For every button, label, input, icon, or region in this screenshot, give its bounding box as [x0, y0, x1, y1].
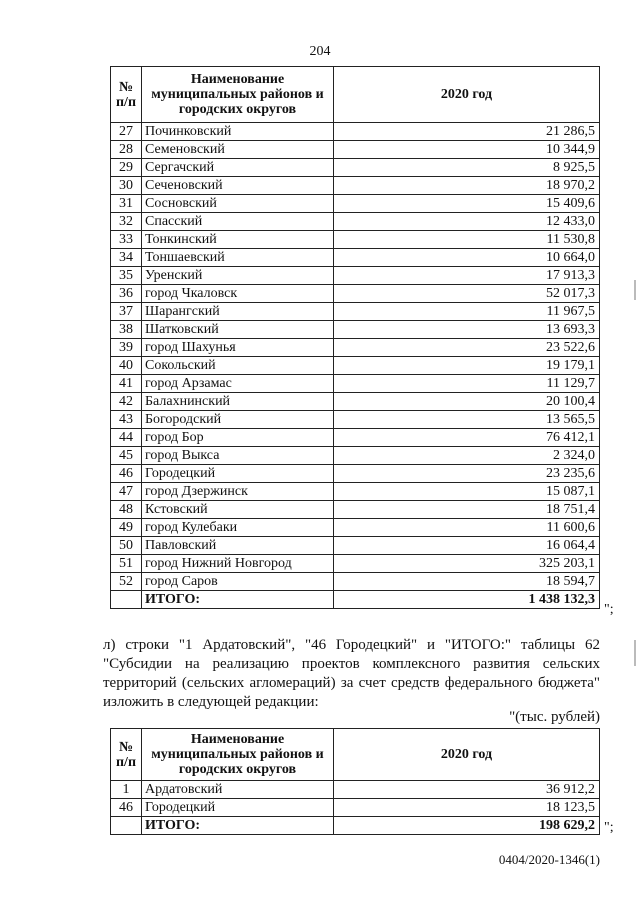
row-value: 12 433,0 [334, 213, 600, 231]
row-value: 19 179,1 [334, 357, 600, 375]
row-value: 18 970,2 [334, 177, 600, 195]
total-row [111, 817, 600, 835]
total-row [111, 591, 600, 609]
municipality-name: Богородский [142, 411, 334, 429]
table-row [111, 159, 600, 177]
amendment-paragraph: л) строки "1 Ардатовский", "46 Городецкий" и "ИТОГО:" таблицы 62 "Субсидии на реализацию проектов комплексного развития сельских территорий (сельских агломераций) за счет средств федерального бюджета" изложить в следующей редакции: [103, 637, 600, 710]
row-number: 29 [111, 159, 142, 177]
municipality-name: город Дзержинск [142, 483, 334, 501]
table-row [111, 303, 600, 321]
row-value: 18 594,7 [334, 573, 600, 591]
row-number: 42 [111, 393, 142, 411]
total-value: 1 438 132,3 [334, 591, 600, 609]
scan-edge-mark [634, 280, 636, 300]
row-value: 18 751,4 [334, 501, 600, 519]
table-row [111, 177, 600, 195]
row-number: 28 [111, 141, 142, 159]
table-row [111, 447, 600, 465]
row-number: 30 [111, 177, 142, 195]
row-number: 1 [111, 781, 142, 799]
table-row [111, 501, 600, 519]
table-row [111, 465, 600, 483]
municipality-name: Ардатовский [142, 781, 334, 799]
row-number: 48 [111, 501, 142, 519]
row-number: 41 [111, 375, 142, 393]
header-year: 2020 год [334, 67, 600, 123]
row-value: 325 203,1 [334, 555, 600, 573]
row-value: 52 017,3 [334, 285, 600, 303]
row-number: 32 [111, 213, 142, 231]
row-value: 11 967,5 [334, 303, 600, 321]
row-number: 37 [111, 303, 142, 321]
row-number: 47 [111, 483, 142, 501]
municipality-name: город Арзамас [142, 375, 334, 393]
units-label: "(тыс. рублей) [509, 709, 600, 725]
header-name: Наименование муниципальных районов и городских округов [142, 67, 334, 123]
row-value: 36 912,2 [334, 781, 600, 799]
municipality-name: Тонкинский [142, 231, 334, 249]
row-value: 16 064,4 [334, 537, 600, 555]
table-row [111, 267, 600, 285]
municipality-name: город Кулебаки [142, 519, 334, 537]
document-code: 0404/2020-1346(1) [498, 852, 600, 867]
total-label: ИТОГО: [142, 591, 334, 609]
table-row [111, 375, 600, 393]
table-row [111, 393, 600, 411]
table-row [111, 537, 600, 555]
table1-closing-quote: "; [604, 602, 614, 617]
row-value: 76 412,1 [334, 429, 600, 447]
municipality-name: Тоншаевский [142, 249, 334, 267]
municipality-name: Балахнинский [142, 393, 334, 411]
table-row [111, 555, 600, 573]
municipality-name: Сергачский [142, 159, 334, 177]
municipality-name: Шатковский [142, 321, 334, 339]
row-value: 21 286,5 [334, 123, 600, 141]
table-row [111, 285, 600, 303]
row-value: 23 235,6 [334, 465, 600, 483]
municipality-name: Городецкий [142, 465, 334, 483]
row-value: 8 925,5 [334, 159, 600, 177]
row-number: 35 [111, 267, 142, 285]
table-row [111, 519, 600, 537]
table-row [111, 799, 600, 817]
table-row [111, 429, 600, 447]
row-number: 51 [111, 555, 142, 573]
row-value: 11 129,7 [334, 375, 600, 393]
municipality-name: Шарангский [142, 303, 334, 321]
municipality-name: Сеченовский [142, 177, 334, 195]
municipality-name: город Чкаловск [142, 285, 334, 303]
row-number: 45 [111, 447, 142, 465]
table-row [111, 339, 600, 357]
row-number: 33 [111, 231, 142, 249]
row-value: 11 600,6 [334, 519, 600, 537]
total-num-cell [111, 817, 142, 835]
row-value: 13 693,3 [334, 321, 600, 339]
scan-edge-mark [634, 640, 636, 666]
row-number: 31 [111, 195, 142, 213]
row-value: 2 324,0 [334, 447, 600, 465]
table-row [111, 573, 600, 591]
table-row [111, 249, 600, 267]
municipality-name: Уренский [142, 267, 334, 285]
municipality-name: Сосновский [142, 195, 334, 213]
municipality-name: город Шахунья [142, 339, 334, 357]
row-value: 11 530,8 [334, 231, 600, 249]
table-row [111, 483, 600, 501]
municipality-name: Починковский [142, 123, 334, 141]
row-number: 39 [111, 339, 142, 357]
row-value: 23 522,6 [334, 339, 600, 357]
table-row [111, 213, 600, 231]
row-number: 49 [111, 519, 142, 537]
table-row [111, 231, 600, 249]
table-row [111, 411, 600, 429]
total-num-cell [111, 591, 142, 609]
row-number: 52 [111, 573, 142, 591]
row-value: 13 565,5 [334, 411, 600, 429]
subsidy-table-rural [110, 728, 600, 835]
row-number: 44 [111, 429, 142, 447]
row-number: 50 [111, 537, 142, 555]
table-row [111, 123, 600, 141]
header-name: Наименование муниципальных районов и городских округов [142, 729, 334, 781]
municipality-name: Спасский [142, 213, 334, 231]
row-number: 46 [111, 465, 142, 483]
row-value: 10 664,0 [334, 249, 600, 267]
table1-body [111, 123, 600, 609]
total-label: ИТОГО: [142, 817, 334, 835]
municipality-name: Сокольский [142, 357, 334, 375]
table-row [111, 195, 600, 213]
header-num: № п/п [111, 729, 142, 781]
row-number: 34 [111, 249, 142, 267]
row-value: 20 100,4 [334, 393, 600, 411]
row-value: 15 087,1 [334, 483, 600, 501]
municipality-name: Павловский [142, 537, 334, 555]
row-value: 10 344,9 [334, 141, 600, 159]
table2-closing-quote: "; [604, 820, 614, 835]
municipality-name: город Бор [142, 429, 334, 447]
row-value: 18 123,5 [334, 799, 600, 817]
municipality-name: Семеновский [142, 141, 334, 159]
table-row [111, 781, 600, 799]
row-number: 27 [111, 123, 142, 141]
row-value: 17 913,3 [334, 267, 600, 285]
table-row [111, 321, 600, 339]
row-number: 40 [111, 357, 142, 375]
municipality-name: город Нижний Новгород [142, 555, 334, 573]
municipality-name: город Выкса [142, 447, 334, 465]
page-number: 204 [309, 44, 331, 59]
row-number: 38 [111, 321, 142, 339]
row-value: 15 409,6 [334, 195, 600, 213]
subsidy-table-main [110, 66, 600, 609]
header-num: № п/п [111, 67, 142, 123]
table-row [111, 141, 600, 159]
row-number: 36 [111, 285, 142, 303]
municipality-name: Кстовский [142, 501, 334, 519]
header-year: 2020 год [334, 729, 600, 781]
row-number: 43 [111, 411, 142, 429]
table-row [111, 357, 600, 375]
municipality-name: город Саров [142, 573, 334, 591]
total-value: 198 629,2 [334, 817, 600, 835]
row-number: 46 [111, 799, 142, 817]
municipality-name: Городецкий [142, 799, 334, 817]
table2-body [111, 781, 600, 835]
